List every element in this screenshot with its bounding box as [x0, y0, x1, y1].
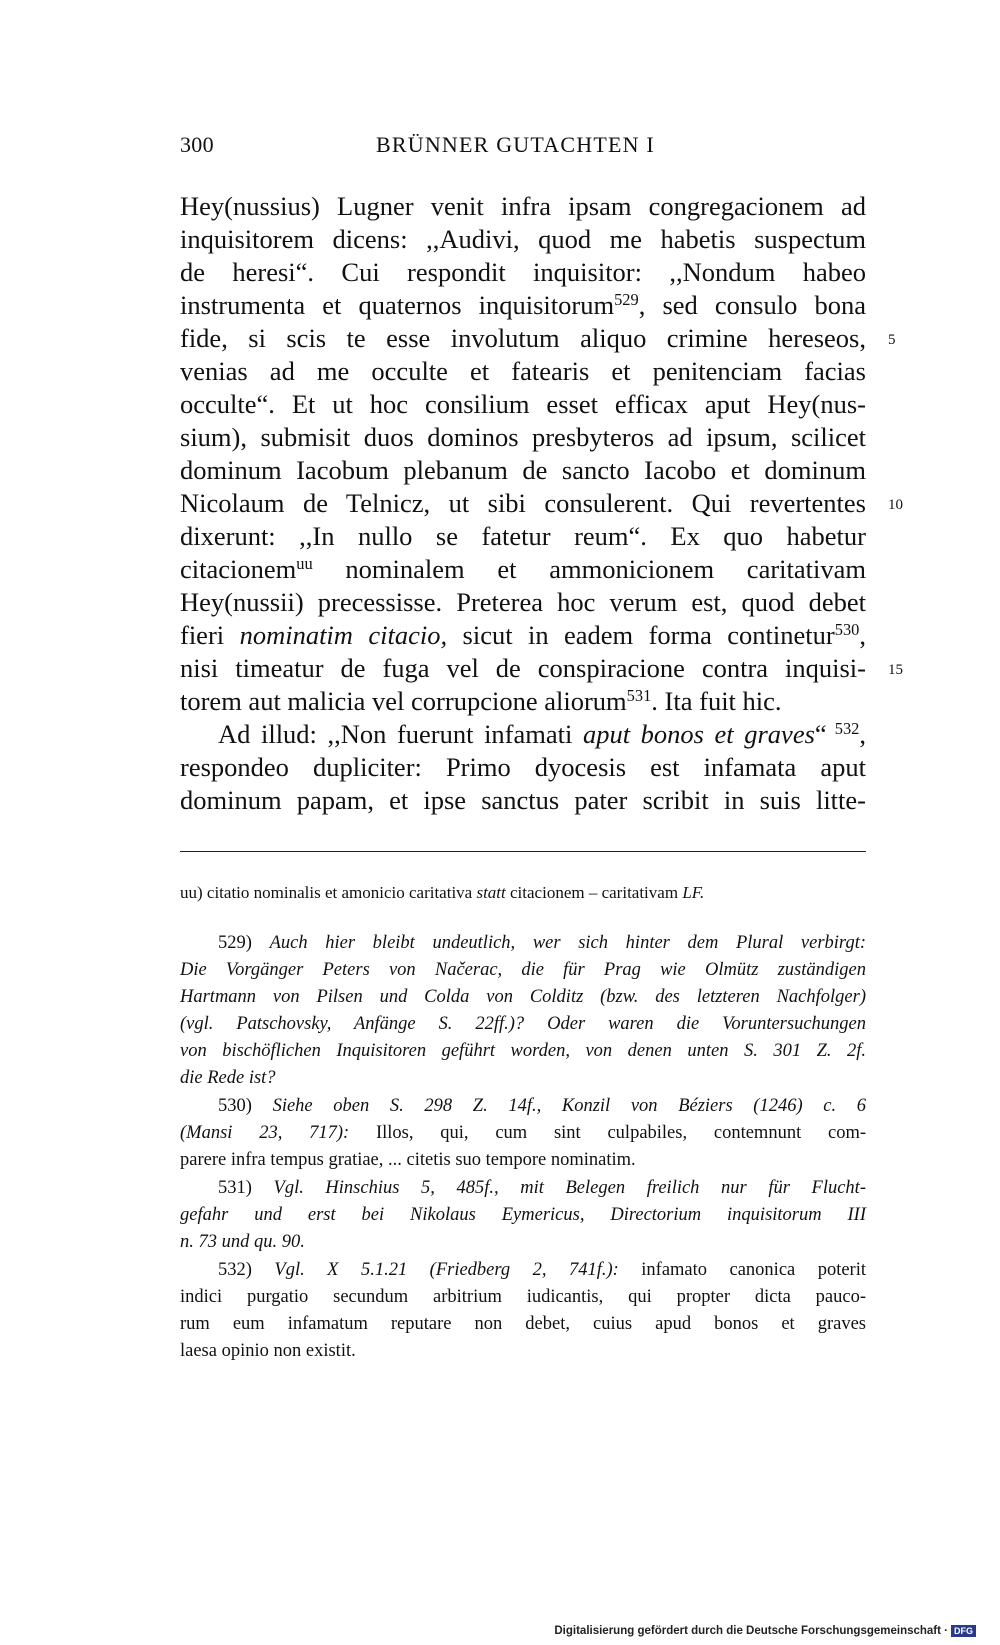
italic-run: aput bonos et graves [582, 719, 815, 749]
italic-run: Vgl. Hinschius 5, 485f., mit Belegen freilich nur für Flucht- [273, 1178, 866, 1198]
footnote-ref-uu: uu [296, 553, 313, 573]
italic-run: nominatim citacio, [239, 620, 448, 650]
text-run: citacionem [180, 554, 297, 584]
italic-run: Auch hier bleibt undeutlich, wer sich hinter dem Plural verbirgt: [269, 933, 866, 953]
text-run: torem aut malicia vel corrupcione aliorum [180, 686, 627, 716]
text-line: Nicolaum de Telnicz, ut sibi consulerent. Qui revertentes [180, 488, 866, 518]
line-number-5: 5 [888, 332, 896, 348]
text-line [180, 685, 866, 718]
text-line: dominum Iacobum plebanum de sancto Iacobo et dominum [180, 455, 866, 485]
italic-run: LF. [682, 883, 705, 902]
footnote-531 [218, 1175, 866, 1202]
italic-run: Siehe oben S. 298 Z. 14f., Konzil von Béziers (1246) c. 6 [272, 1096, 866, 1116]
footnote-line [180, 1120, 866, 1147]
footnote-line: rum eum infamatum reputare non debet, cuius apud bonos et graves [180, 1314, 866, 1334]
footnote-line [180, 1038, 866, 1065]
text-line: sium), submisit duos dominos presbyteros ad ipsum, scilicet [180, 422, 866, 452]
italic-run: gefahr und erst bei Nikolaus Eymericus, Directorium inquisitorum III [180, 1205, 866, 1225]
footnote-number: 532) [218, 1260, 275, 1280]
text-run: . Ita fuit hic. [651, 686, 782, 716]
footnote-line [180, 984, 866, 1011]
text-line: respondeo dupliciter: Primo dyocesis est infamata aput [180, 752, 866, 782]
text-line: de heresi“. Cui respondit inquisitor: ,,Nondum habeo [180, 257, 866, 287]
text-line [218, 718, 866, 751]
footnote-line [180, 957, 866, 984]
footnote-ref-529: 529 [614, 289, 639, 309]
footnote-ref-531: 531 [626, 685, 652, 705]
footnote-530 [218, 1093, 866, 1120]
italic-run: statt [476, 883, 506, 902]
digitization-notice [554, 1625, 976, 1637]
text-run: , [859, 620, 866, 650]
italic-run: n. 73 und qu. 90. [180, 1232, 305, 1252]
text-line: dominum papam, et ipse sanctus pater scribit in suis litte- [180, 785, 866, 815]
footnote-line [180, 1011, 866, 1038]
footnote-number: 530) [218, 1096, 273, 1116]
text-line [180, 619, 866, 652]
text-line: Hey(nussii) precessisse. Preterea hoc verum est, quod debet [180, 587, 866, 617]
italic-run: Hartmann von Pilsen und Colda von Colditz (bzw. des letzteren Nachfolger) [180, 987, 866, 1007]
italic-run: von bischöflichen Inquisitoren geführt worden, von denen unten S. 301 Z. 2f. [180, 1041, 866, 1061]
text-run: nominalem et ammonicionem caritativam [312, 554, 866, 584]
text-run: Ad illud: ,,Non fuerunt infamati [218, 719, 583, 749]
text-line: Hey(nussius) Lugner venit infra ipsam congregacionem ad [180, 191, 866, 221]
dfg-logo: DFG [951, 1625, 976, 1637]
italic-run: (vgl. Patschovsky, Anfänge S. 22ff.)? Oder waren die Voruntersuchungen [180, 1014, 866, 1034]
text-line: occulte“. Et ut hoc consilium esset efficax aput Hey(nus- [180, 389, 866, 419]
text-line: dixerunt: ,,In nullo se fatetur reum“. Ex quo habetur [180, 521, 866, 551]
text-run: citacionem – caritativam [505, 883, 683, 902]
text-run: sicut in eadem forma continetur [447, 620, 835, 650]
text-run: uu) citatio nominalis et amonicio caritativa [180, 883, 477, 902]
footnote-529 [218, 930, 866, 957]
footnote-line: laesa opinio non existit. [180, 1341, 356, 1361]
line-number-15: 15 [888, 662, 903, 678]
footnote-line: indici purgatio secundum arbitrium iudicantis, qui propter dicta pauco- [180, 1287, 866, 1307]
text-run: , sed consulo bona [638, 290, 866, 320]
italic-run: (Mansi 23, 717): [180, 1123, 350, 1143]
text-line: fide, si scis te esse involutum aliquo crimine hereseos, [180, 323, 866, 353]
footnote-532 [218, 1257, 866, 1284]
footnote-line [180, 1065, 866, 1092]
text-run: fieri [180, 620, 240, 650]
italic-run: die Rede ist? [180, 1068, 276, 1088]
footnote-line [180, 1202, 866, 1229]
notice-text: Digitalisierung gefördert durch die Deutsche Forschungsgemeinschaft · [554, 1625, 948, 1637]
line-number-10: 10 [888, 497, 903, 513]
text-run: “ [814, 719, 827, 749]
footnote-number: 531) [218, 1178, 274, 1198]
page-number: 300 [180, 132, 214, 157]
text-line [180, 553, 866, 586]
text-line [180, 289, 866, 322]
text-line: venias ad me occulte et fatearis et penitenciam facias [180, 356, 866, 386]
footnote-line [180, 1229, 866, 1256]
running-title: BRÜNNER GUTACHTEN I [376, 132, 655, 157]
text-run: infamato canonica poterit [618, 1260, 866, 1280]
text-run: Illos, qui, cum sint culpabiles, contemnunt com- [349, 1123, 867, 1143]
text-run: , [859, 719, 866, 749]
footnote-line: parere infra tempus gratiae, ... citetis suo tempore nominatim. [180, 1150, 636, 1170]
text-line: inquisitorem dicens: ,,Audivi, quod me habetis suspectum [180, 224, 866, 254]
footnote-ref-530: 530 [834, 619, 860, 639]
italic-run: Vgl. X 5.1.21 (Friedberg 2, 741f.): [274, 1260, 619, 1280]
text-run: instrumenta et quaternos inquisitorum [180, 290, 615, 320]
footnote-ref-532: 532 [826, 718, 860, 738]
italic-run: Die Vorgänger Peters von Načerac, die für Prag wie Olmütz zuständigen [180, 960, 866, 980]
text-line: nisi timeatur de fuga vel de conspiracione contra inquisi- [180, 653, 866, 683]
footnote-rule [180, 851, 866, 852]
apparatus-note-uu [180, 880, 866, 907]
footnote-number: 529) [218, 933, 270, 953]
